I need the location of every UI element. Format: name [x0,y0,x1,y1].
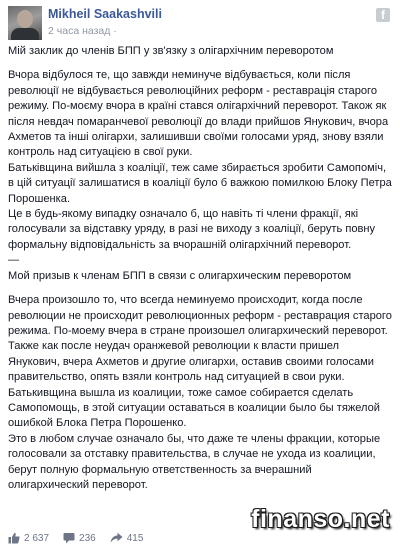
ukrainian-paragraph-2: Батьківщина вийшла з коаліції, теж саме збирається зробити Самопоміч, в цій ситуації залишатися в коаліції було б важкою помилкою Блоку Петра Порошенка. [8,161,392,205]
like-count[interactable] [8,532,49,544]
share-count[interactable] [110,532,144,544]
ukrainian-intro: Мій заклик до членів БПП у зв'язку з олігархічним переворотом [8,45,334,57]
avatar-head [17,10,33,28]
like-count-label: 2 637 [24,532,50,544]
post-body [8,44,392,493]
post-time-label: 2 часа назад [48,25,111,37]
russian-intro: Мой призыв к членам БПП в связи с олигархическим переворотом [8,269,352,282]
russian-paragraph-1: Вчера произошло то, что всегда неминуемо происходит, когда после революции не происходит революционных реформ - реставрация старого режима. По-моему вчера в стране произошел олигархический переворот. Также как после неудач оранжевой революции к власти пришел Янукович, вчера Ахметов и другие олигархи, оставив своими голосами правительство, опять взяли контроль над ситуацией в свои руки. [8,294,392,384]
ukrainian-paragraph-3: Це в будь-якому випадку означало б, що навіть ті члени фракції, які голосували за відставку уряду, в разі не виходу з коаліції, беруть повну формальну відповідальність за вчорашній олігархічний переворот. [8,208,376,251]
share-icon [110,532,123,544]
globe-icon: · [113,25,117,37]
author-name[interactable]: Mikheil Saakashvili [48,7,162,21]
separator-dash: — [8,254,20,267]
russian-paragraph-2: Батькивщина вышла из коалиции, тоже самое собирается сделать Самопомощь, в этой ситуации оставаться в коалиции было бы тяжелой ошибкой Блока Петра Порошенко. [8,386,381,430]
comment-count-label: 236 [79,532,96,544]
post-header [8,6,392,42]
facebook-icon: f [376,8,390,22]
watermark: finanso.net [251,505,390,533]
thumbs-up-icon [8,532,20,544]
post-time[interactable] [48,25,117,37]
russian-paragraph-3: Это в любом случае означало бы, что даже те члены фракции, которые голосовали за отставку правительства, в случае не ухода из коалиции, берут полную формальную ответственность за вчерашний олигархический переворот. [8,432,381,491]
comment-icon [63,532,75,544]
share-count-label: 415 [126,532,144,544]
author-avatar[interactable] [8,6,42,40]
avatar-suit [11,28,39,40]
comment-count[interactable] [63,532,96,544]
ukrainian-paragraph-1: Вчора відбулося те, що завжди неминуче відбувається, коли після революції не відбувається революційних реформ - реставрація старого режиму. По-моєму вчора в країні стався олігархічний переворот. Також як після невдач помаранчевої революції до влади прийшов Янукович, вчора Ахметов та інші олігархи, залишивши своїми голосами уряд, знову взяли контроль над ситуацією в свої руки. [8,69,389,159]
